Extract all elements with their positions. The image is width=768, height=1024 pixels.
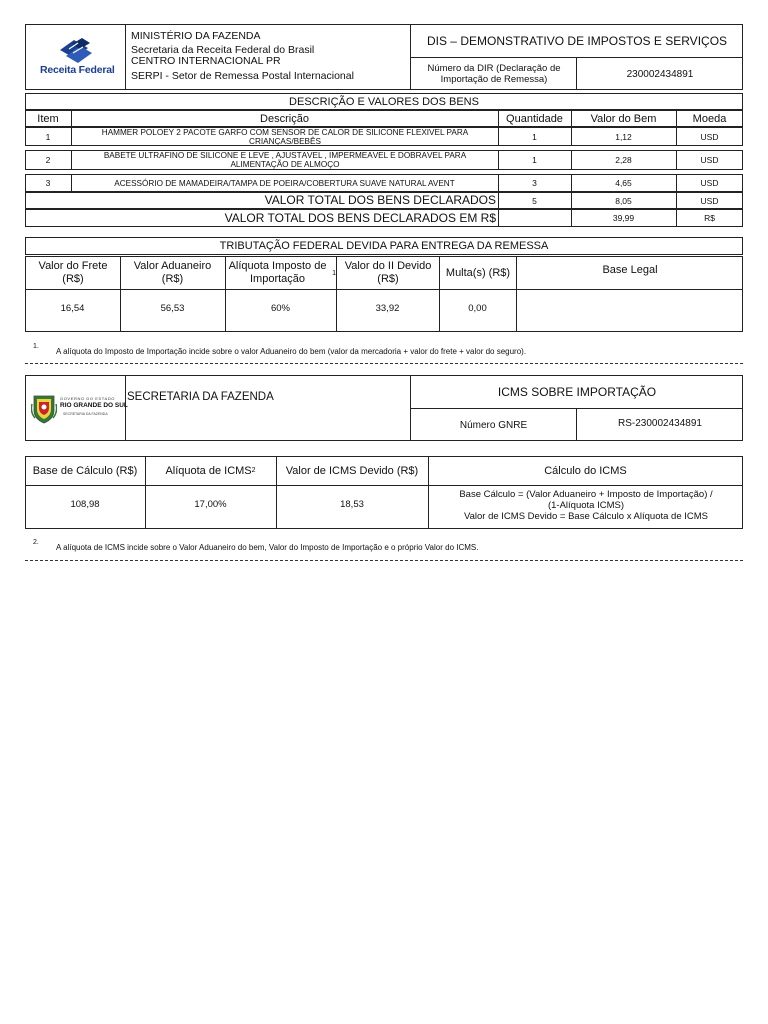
row-description: BABETE ULTRAFINO DE SILICONE E LEVE , AJUSTÁVEL , IMPERMEÁVEL E DOBRÁVEL PARA ALIMENTAÇÃO DE ALMOÇO (103, 152, 467, 169)
federal-col-aduaneiro: Valor Aduaneiro (R$) (133, 260, 212, 285)
total-label: VALOR TOTAL DOS BENS DECLARADOS (264, 193, 496, 207)
dashed-divider (25, 363, 743, 364)
icms-col-base: Base de Cálculo (R$) (32, 464, 138, 477)
icms-base-value: 108,98 (70, 499, 100, 510)
gnre-label: Número GNRE (459, 419, 528, 431)
total-quantity: 5 (532, 195, 537, 206)
federal-col-aliquota-label: Alíquota Imposto de Importação (228, 260, 327, 285)
icms-title: ICMS SOBRE IMPORTAÇÃO (497, 385, 657, 399)
receita-federal-emblem-icon (36, 36, 116, 64)
row-currency: USD (700, 178, 719, 188)
federal-aliquota-value: 60% (270, 303, 290, 314)
federal-col-aliquota (226, 257, 336, 289)
federal-ii-value: 33,92 (375, 303, 400, 314)
icms-calc-line-1: Base Cálculo = (Valor Aduaneiro + Imposto de Importação) / (459, 489, 713, 500)
row-value: 4,65 (615, 178, 632, 188)
total-currency: USD (700, 195, 719, 206)
goods-col-value: Valor do Bem (590, 112, 657, 125)
federal-frete-value: 16,54 (60, 303, 85, 314)
row-description: ACESSÓRIO DE MAMADEIRA/TAMPA DE POEIRA/COBERTURA SUAVE NATURAL AVENT (114, 178, 455, 188)
goods-col-description: Descrição (260, 112, 309, 125)
icms-col-devido: Valor de ICMS Devido (R$) (285, 464, 419, 477)
ministry-line-3: CENTRO INTERNACIONAL PR (131, 55, 281, 67)
row-currency: USD (700, 155, 719, 165)
federal-col-multa: Multa(s) (R$) (445, 267, 511, 279)
total-value: 8,05 (615, 195, 632, 206)
federal-multa-value: 0,00 (468, 303, 487, 314)
icms-col-aliquota-label: Alíquota de ICMS (165, 464, 252, 477)
row-item: 3 (45, 178, 51, 188)
icms-col-aliquota (145, 456, 276, 485)
goods-col-currency: Moeda (692, 112, 727, 125)
footnote-ref-1: 1 (332, 269, 336, 277)
dir-label: Número da DIR (Declaração de Importação de Remessa) (427, 63, 561, 85)
federal-base-legal-value (516, 290, 743, 327)
federal-aduaneiro-value: 56,53 (160, 303, 185, 314)
receita-federal-logo-text: Receita Federal (40, 64, 115, 76)
icms-secretaria: SECRETARIA DA FAZENDA (127, 391, 274, 403)
dashed-divider (25, 560, 743, 561)
goods-col-item: Item (37, 112, 59, 125)
seal-line-2: RIO GRANDE DO SUL (60, 402, 128, 409)
row-item: 1 (45, 131, 51, 142)
icms-devido-value: 18,53 (340, 499, 364, 510)
footnote-1-text: A alíquota do Imposto de Importação incide sobre o valor Aduaneiro do bem (valor da mercadoria + valor do frete + valor do seguro). (56, 347, 527, 356)
dir-number: 230002434891 (626, 68, 694, 80)
rs-government-seal (31, 392, 128, 426)
row-quantity: 1 (532, 155, 537, 165)
federal-col-base-legal: Base Legal (602, 264, 658, 276)
icms-aliquota-value: 17,00% (194, 499, 227, 510)
federal-col-frete: Valor do Frete (R$) (38, 260, 108, 285)
receita-federal-logo (36, 36, 116, 80)
ministry-line-2: Secretaria da Receita Federal do Brasil (131, 44, 315, 56)
row-quantity: 1 (532, 131, 537, 142)
seal-line-3: SECRETARIA DA FAZENDA (63, 412, 108, 416)
footnote-1-number: 1. (33, 343, 39, 350)
row-value: 2,28 (615, 155, 632, 165)
total-brl-value: 39,99 (612, 213, 635, 223)
icms-calc-line-3: Valor de ICMS Devido = Base Cálculo x Alíquota de ICMS (463, 511, 709, 522)
goods-section-title: DESCRIÇÃO E VALORES DOS BENS (289, 95, 479, 108)
total-brl-currency: R$ (704, 213, 715, 223)
ministry-line-1: MINISTÉRIO DA FAZENDA (131, 30, 261, 42)
icms-calc-line-2: (1-Alíquota ICMS) (547, 500, 625, 511)
ministry-line-4: SERPI - Setor de Remessa Postal Internacional (131, 70, 354, 82)
row-value: 1,12 (615, 131, 632, 142)
federal-tax-section-title: TRIBUTAÇÃO FEDERAL DEVIDA PARA ENTREGA DA REMESSA (219, 240, 549, 252)
icms-col-calculo: Cálculo do ICMS (544, 464, 627, 477)
row-description: HAMMER PÓLOEY 2 PACOTE GARFO COM SENSOR DE CALOR DE SILICONE FLEXÍVEL PARA CRIANÇAS/BEBÊS (101, 129, 469, 145)
row-item: 2 (45, 155, 51, 165)
row-quantity: 3 (532, 178, 537, 188)
rs-coat-of-arms-icon (31, 392, 57, 424)
footnote-2-text: A alíquota de ICMS incide sobre o Valor Aduaneiro do bem, Valor do Imposto de Importação e o próprio Valor do ICMS. (56, 543, 479, 552)
federal-col-ii: Valor do II Devido (R$) (344, 260, 432, 285)
footnote-2-number: 2. (33, 539, 39, 546)
seal-line-1: GOVERNO DO ESTADO (60, 396, 116, 401)
row-currency: USD (700, 131, 719, 142)
total-brl-label: VALOR TOTAL DOS BENS DECLARADOS EM R$ (224, 211, 496, 225)
gnre-number: RS-230002434891 (618, 417, 702, 429)
goods-col-quantity: Quantidade (506, 112, 563, 125)
document-title: DIS – DEMONSTRATIVO DE IMPOSTOS E SERVIÇOS (426, 34, 728, 48)
footnote-ref-2: 2 (251, 467, 256, 474)
